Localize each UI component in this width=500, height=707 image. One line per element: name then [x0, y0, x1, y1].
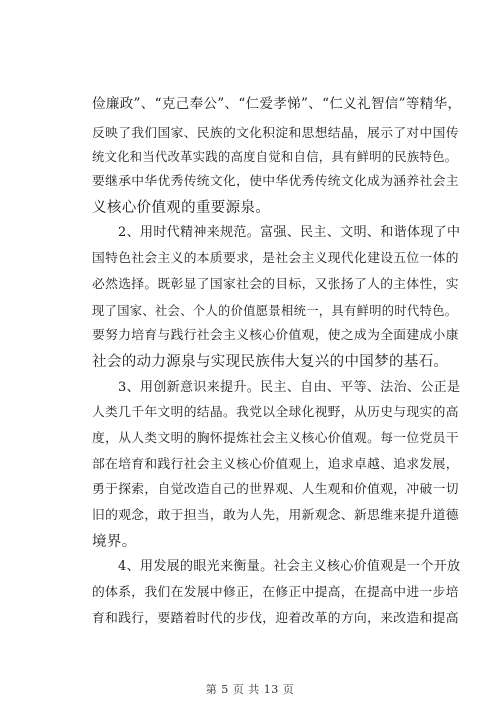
body-text-line: 勇于探索，自觉改造自己的世界观、人生观和价值观，冲破一切: [92, 482, 459, 497]
body-text-line: 必然选择。既彰显了国家社会的目标，又张扬了人的主体性，实: [92, 277, 459, 292]
body-text-line: 要努力培育与践行社会主义核心价值观，使之成为全面建成小康: [92, 328, 459, 343]
body-text-line: 要继承中华优秀传统文化，使中华优秀传统文化成为涵养社会主: [92, 174, 459, 189]
body-text-line: 旧的观念，敢于担当，敢为人先，用新观念、新思维来提升道德: [92, 508, 459, 523]
body-text-line: 俭廉政”、“克己奉公”、“仁爱孝悌”、“仁义礼智信”等精华，: [92, 96, 462, 112]
body-text-line: 义核心价值观的重要源泉。: [92, 200, 271, 216]
body-text-line: 的体系，我们在发展中修正，在修正中提高，在提高中进一步培: [92, 585, 459, 600]
body-text-line: 境界。: [92, 534, 137, 550]
body-text-line: 度，从人类文明的胸怀提炼社会主义核心价值观。每一位党员干: [92, 431, 459, 446]
body-text-line: 统文化和当代改革实践的高度自觉和自信，具有鲜明的民族特色。: [92, 150, 458, 164]
body-text-line: 部在培育和践行社会主义核心价值观上，追求卓越、追求发展，: [92, 457, 459, 472]
body-text-line: 现了国家、社会、个人的价值愿景相统一，具有鲜明的时代特色。: [92, 304, 458, 318]
body-text-line: 国特色社会主义的本质要求，是社会主义现代化建设五位一体的: [92, 251, 459, 266]
paragraph-first-line: 2、用时代精神来规范。富强、民主、文明、和谐体现了中: [118, 225, 461, 240]
body-text-line: 育和践行，要踏着时代的步伐，迎着改革的方向，来改造和提高: [92, 611, 459, 626]
body-text-line: 反映了我们国家、民族的文化积淀和思想结晶，展示了对中国传: [92, 126, 459, 141]
page-footer: 第 5 页 共 13 页: [205, 683, 295, 696]
paragraph-first-line: 3、用创新意识来提升。民主、自由、平等、法治、公正是: [118, 380, 461, 395]
body-text-line: 人类几千年文明的结晶。我党以全球化视野，从历史与现实的高: [92, 405, 459, 420]
body-text-line: 社会的动力源泉与实现民族伟大复兴的中国梦的基石。: [92, 354, 449, 370]
paragraph-first-line: 4、用发展的眼光来衡量。社会主义核心价值观是一个开放: [118, 559, 461, 574]
